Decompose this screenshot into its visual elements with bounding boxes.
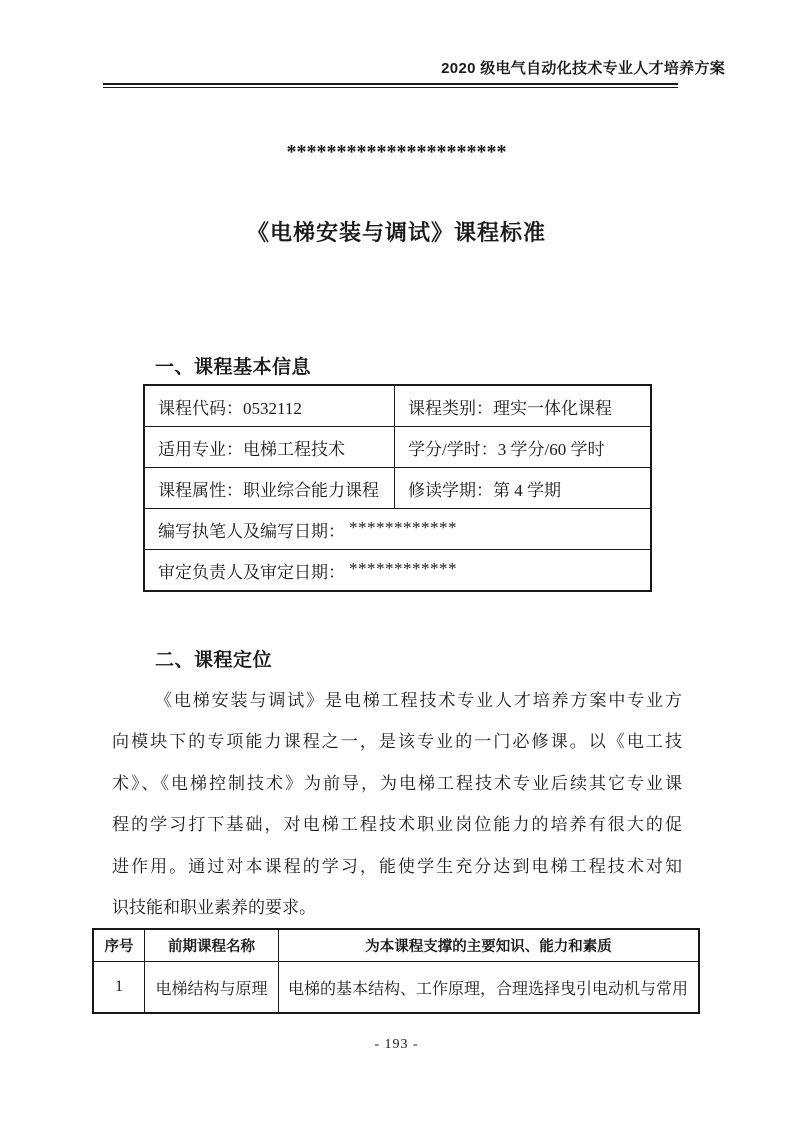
asterisk-divider: ********************** [286,141,507,163]
course-code-cell: 课程代码：0532112 [145,386,395,426]
section-heading-basic-info: 一、课程基本信息 [155,357,312,378]
author-date-redacted: ************ [349,518,457,537]
applicable-major-cell: 适用专业：电梯工程技术 [145,427,395,467]
table-row [145,467,650,508]
reviewer-date-cell [145,550,650,590]
author-date-cell [145,509,650,549]
supporting-knowledge-cell: 电梯的基本结构、工作原理，合理选择曳引电动机与常用 [288,980,689,998]
paragraph-line: 进作用。通过对本课程的学习，能使学生充分达到电梯工程技术对知 [112,856,682,876]
author-date-label: 编写执笔人及编写日期： [158,521,345,541]
reviewer-date-label: 审定负责人及审定日期： [158,562,345,582]
header-serial-number: 序号 [94,930,145,961]
paragraph-line: 术》、《电梯控制技术》为前导，为电梯工程技术专业后续其它专业课 [112,773,682,793]
paragraph-line: 识技能和职业素养的要求。 [112,897,316,917]
paragraph-line: 《电梯安装与调试》是电梯工程技术专业人才培养方案中专业方 [155,691,682,710]
table-row [145,508,650,549]
table-row [145,549,650,590]
reviewer-date-redacted: ************ [349,559,457,578]
running-header: 2020 级电气自动化技术专业人才培养方案 [441,60,725,77]
course-attribute-cell: 课程属性：职业综合能力课程 [145,468,395,508]
header-prior-course-name: 前期课程名称 [145,930,279,961]
table-row [94,962,698,1012]
section-heading-course-positioning: 二、课程定位 [155,650,273,671]
header-supporting-knowledge: 为本课程支撑的主要知识、能力和素质 [365,939,612,955]
course-category-cell: 课程类别：理实一体化课程 [408,398,612,418]
study-semester-cell: 修读学期：第 4 学期 [408,480,561,500]
table-row [145,386,650,426]
prior-course-name-cell: 电梯结构与原理 [145,962,279,1012]
course-info-table [143,384,652,592]
table-row [145,426,650,467]
table-header-row [94,930,698,962]
course-definition-paragraph [112,680,682,928]
header-rule [103,83,678,88]
prerequisite-course-table [92,928,700,1014]
credits-hours-cell: 学分/学时：3 学分/60 学时 [408,439,605,459]
document-title: 《电梯安装与调试》课程标准 [246,220,546,245]
paragraph-line: 向模块下的专项能力课程之一，是该专业的一门必修课。以《电工技 [112,732,682,752]
serial-number-cell: 1 [94,962,145,1012]
paragraph-line: 程的学习打下基础，对电梯工程技术职业岗位能力的培养有很大的促 [112,815,682,835]
page-number: - 193 - [374,1037,419,1052]
